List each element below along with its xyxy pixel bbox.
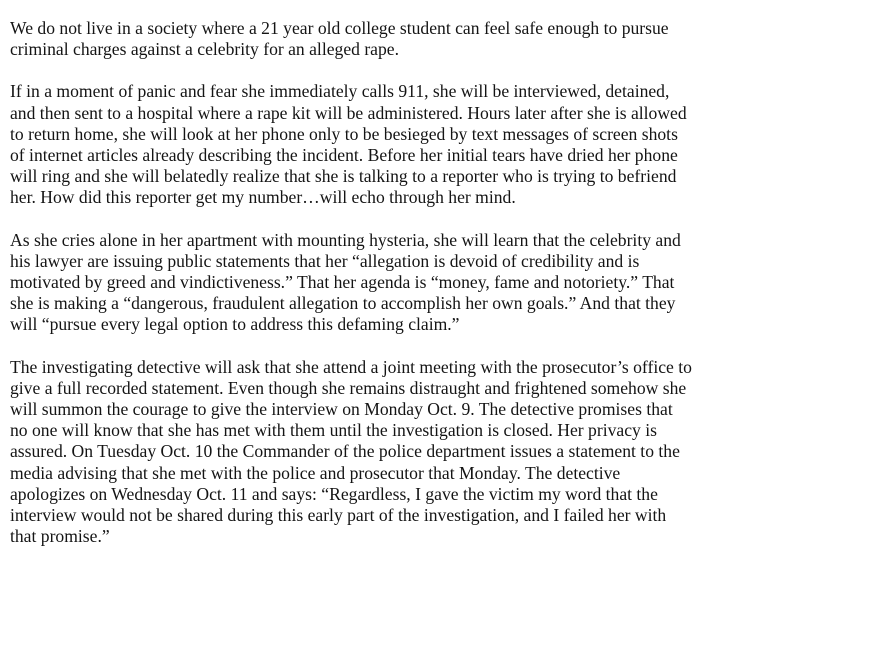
text-line: that promise.” [10,526,110,547]
text-line: We do not live in a society where a 21 year old college student can feel safe enough to pursue [10,18,669,38]
text-line: will ring and she will belatedly realize that she is talking to a reporter who is trying to befriend [10,166,677,187]
text-line: and then sent to a hospital where a rape kit will be administered. Hours later after she is allowed [10,102,687,123]
text-line: will “pursue every legal option to address this defaming claim.” [10,314,460,335]
text-line: her. How did this reporter get my number…will echo through her mind. [10,187,516,208]
text-line: will summon the courage to give the interview on Monday Oct. 9. The detective promises that [10,399,673,420]
text-line: criminal charges against a celebrity for an alleged rape. [10,39,399,60]
text-line: If in a moment of panic and fear she immediately calls 911, she will be interviewed, detained, [10,81,670,102]
text-line: no one will know that she has met with them until the investigation is closed. Her privacy is [10,420,657,441]
text-line: media advising that she met with the police and prosecutor that Monday. The detective [10,462,621,483]
text-line: she is making a “dangerous, fraudulent allegation to accomplish her own goals.” And that they [10,293,676,314]
text-line: assured. On Tuesday Oct. 10 the Commander of the police department issues a statement to the [10,441,680,462]
text-line: As she cries alone in her apartment with mounting hysteria, she will learn that the celebrity and [10,229,681,250]
text-line: give a full recorded statement. Even though she remains distraught and frightened somehow she [10,377,687,398]
text-line: The investigating detective will ask that she attend a joint meeting with the prosecutor’s office to [10,356,692,377]
text-line: to return home, she will look at her phone only to be besieged by text messages of screen shots [10,123,678,144]
text-line: motivated by greed and vindictiveness.” That her agenda is “money, fame and notoriety.” That [10,272,675,293]
paragraph-4 [10,357,868,548]
paragraph-2 [10,81,868,208]
text-line: of internet articles already describing the incident. Before her initial tears have dried her phone [10,145,678,166]
paragraph-1 [10,18,868,60]
paragraph-3 [10,230,868,336]
text-line: apologizes on Wednesday Oct. 11 and says: “Regardless, I gave the victim my word that the [10,483,658,504]
text-line: his lawyer are issuing public statements that her “allegation is devoid of credibility and is [10,250,640,271]
text-line: interview would not be shared during this early part of the investigation, and I failed her with [10,505,667,526]
